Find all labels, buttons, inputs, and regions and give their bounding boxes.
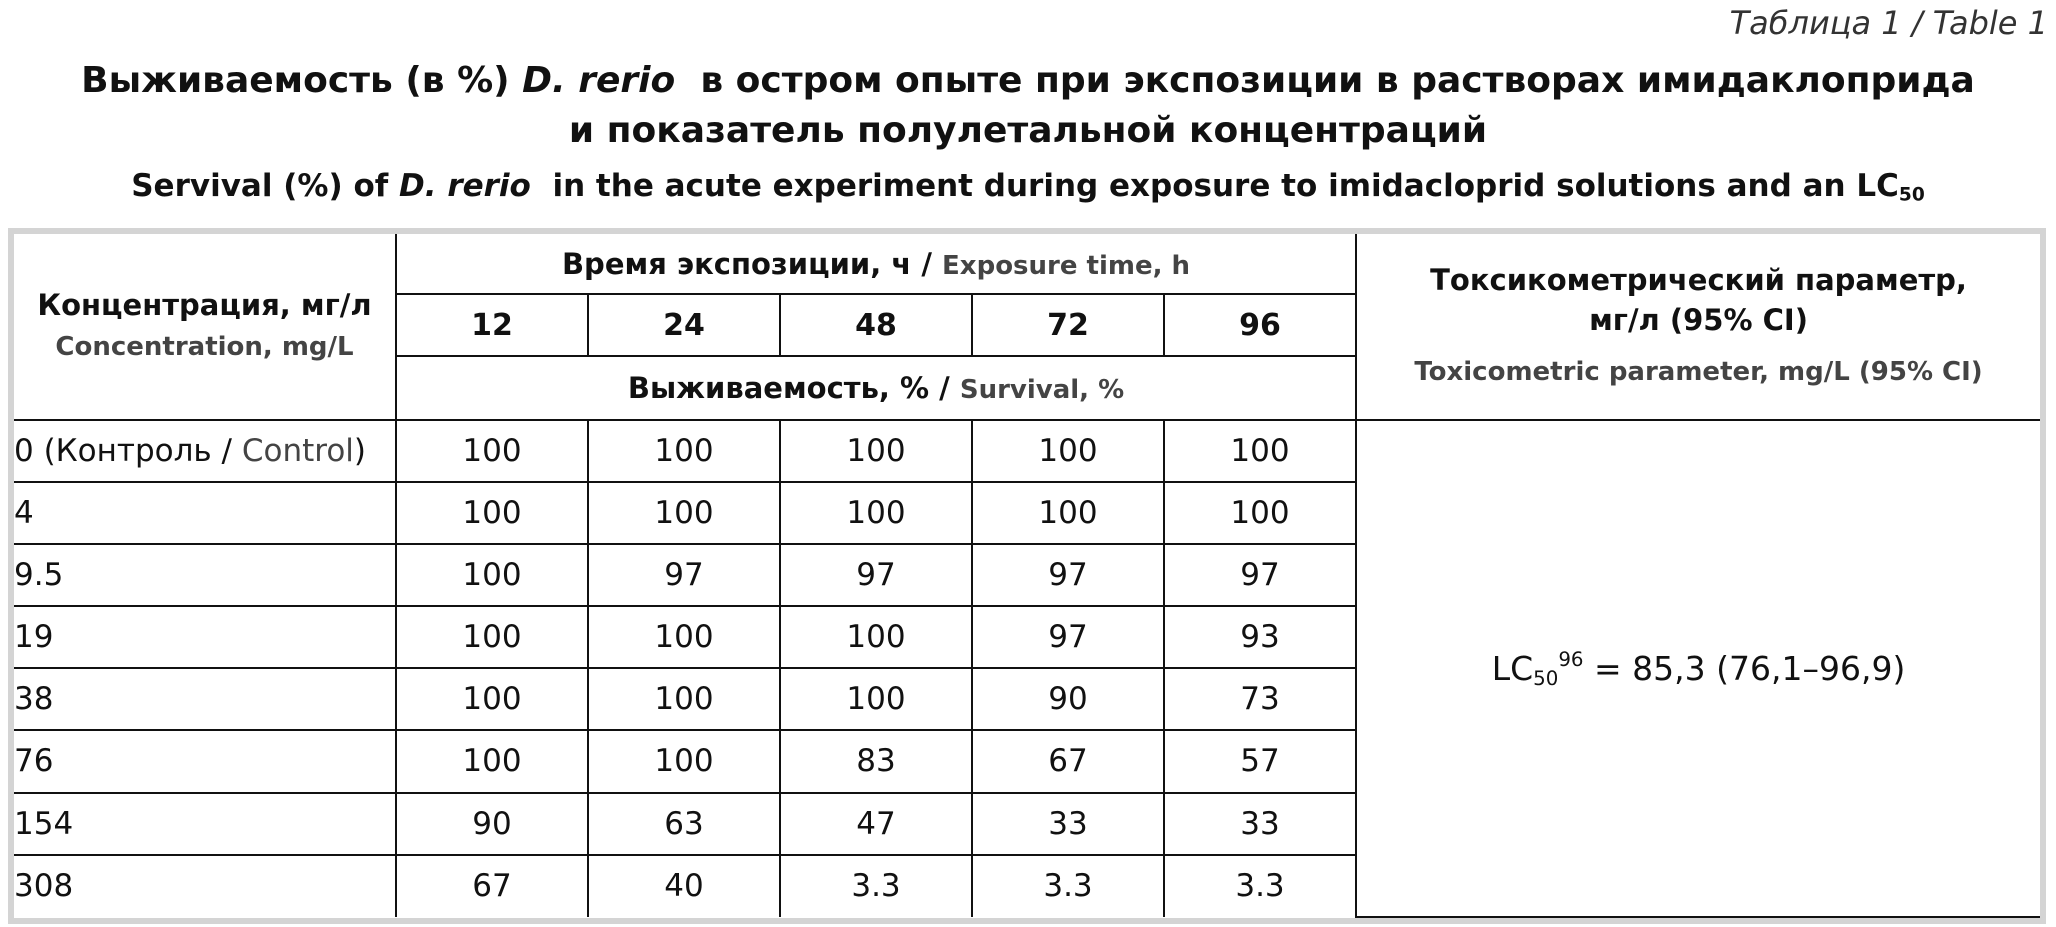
survival-cell: 3.3 <box>972 855 1164 917</box>
title-english <box>0 164 2056 208</box>
survival-cell: 100 <box>1164 420 1356 482</box>
lc50-subscript: 50 <box>1533 666 1559 690</box>
survival-cell: 97 <box>972 544 1164 606</box>
survival-cell: 90 <box>972 668 1164 730</box>
title-russian <box>0 56 2056 156</box>
survival-cell: 3.3 <box>1164 855 1356 917</box>
survival-cell: 100 <box>396 482 588 544</box>
title-russian-line2: и показатель полулетальной концентраций <box>568 110 1488 151</box>
toxicometric-header <box>1356 234 2040 420</box>
exposure-time-header <box>396 234 1356 294</box>
toxicometric-header-en: Toxicometric parameter, mg/L (95% CI) <box>1414 357 1983 388</box>
survival-cell: 100 <box>972 420 1164 482</box>
concentration-value-tail: ) <box>353 432 367 469</box>
survival-cell: 3.3 <box>780 855 972 917</box>
survival-cell: 33 <box>972 793 1164 855</box>
survival-cell: 100 <box>1164 482 1356 544</box>
survival-cell: 67 <box>972 730 1164 792</box>
table-row <box>14 420 2040 482</box>
survival-cell: 67 <box>396 855 588 917</box>
title-en-part-b: in the acute experiment during exposure to imidacloprid solutions and an LC <box>530 168 1899 204</box>
survival-cell: 40 <box>588 855 780 917</box>
toxicometric-header-ru-line2: мг/л (95% CI) <box>1589 303 1808 338</box>
survival-header-en: Survival, % <box>959 374 1125 405</box>
title-ru-species: D. rerio <box>522 60 676 101</box>
lc50-number: = 85,3 (76,1–96,9) <box>1583 648 1906 688</box>
survival-cell: 47 <box>780 793 972 855</box>
survival-table <box>14 234 2040 918</box>
survival-header-ru: Выживаемость, % / <box>627 370 960 405</box>
time-96-header: 96 <box>1164 294 1356 356</box>
title-en-part-a: Servival (%) of <box>131 168 400 204</box>
title-ru-part-b: в остром опыте при экспозиции в растворах имидаклоприда <box>675 60 1975 101</box>
concentration-header-en: Concentration, mg/L <box>55 332 354 363</box>
survival-cell: 73 <box>1164 668 1356 730</box>
title-en-subscript: 50 <box>1898 184 1925 206</box>
concentration-cell: 9.5 <box>14 544 396 606</box>
concentration-cell: 38 <box>14 668 396 730</box>
concentration-cell: 308 <box>14 855 396 917</box>
time-48-header: 48 <box>780 294 972 356</box>
lc50-cell <box>1356 420 2040 917</box>
lc50-value <box>1492 649 1906 688</box>
survival-cell: 90 <box>396 793 588 855</box>
survival-cell: 97 <box>1164 544 1356 606</box>
concentration-cell: 154 <box>14 793 396 855</box>
survival-cell: 100 <box>780 482 972 544</box>
time-12-header: 12 <box>396 294 588 356</box>
table-label: Таблица 1 / Table 1 <box>1729 4 2048 42</box>
survival-cell: 100 <box>972 482 1164 544</box>
lc50-prefix: LC <box>1491 648 1534 688</box>
table-frame <box>8 228 2046 924</box>
concentration-cell: 19 <box>14 606 396 668</box>
time-72-header: 72 <box>972 294 1164 356</box>
concentration-header-ru: Концентрация, мг/л <box>37 288 372 323</box>
concentration-value-en: Control <box>241 432 354 469</box>
toxicometric-header-ru-line1: Токсикометрический параметр, <box>1430 263 1967 298</box>
survival-cell: 100 <box>396 544 588 606</box>
survival-cell: 100 <box>396 606 588 668</box>
concentration-cell: 4 <box>14 482 396 544</box>
survival-cell: 100 <box>396 420 588 482</box>
survival-cell: 100 <box>588 606 780 668</box>
survival-cell: 97 <box>972 606 1164 668</box>
survival-cell: 100 <box>588 482 780 544</box>
survival-cell: 100 <box>588 668 780 730</box>
survival-cell: 93 <box>1164 606 1356 668</box>
survival-cell: 100 <box>588 420 780 482</box>
survival-cell: 100 <box>780 606 972 668</box>
survival-cell: 97 <box>780 544 972 606</box>
survival-cell: 100 <box>588 730 780 792</box>
exposure-time-header-en: Exposure time, h <box>942 250 1191 281</box>
survival-cell: 57 <box>1164 730 1356 792</box>
concentration-value: 0 (Контроль / <box>14 432 242 469</box>
title-russian-line1 <box>0 56 2056 106</box>
survival-cell: 83 <box>780 730 972 792</box>
title-ru-part-a: Выживаемость (в %) <box>81 60 523 101</box>
survival-cell: 33 <box>1164 793 1356 855</box>
concentration-cell <box>14 420 396 482</box>
concentration-cell: 76 <box>14 730 396 792</box>
lc50-superscript: 96 <box>1558 647 1584 671</box>
survival-cell: 100 <box>780 668 972 730</box>
concentration-header <box>14 234 396 420</box>
time-24-header: 24 <box>588 294 780 356</box>
survival-cell: 97 <box>588 544 780 606</box>
exposure-time-header-ru: Время экспозиции, ч / <box>561 246 943 281</box>
title-en-species: D. rerio <box>399 168 531 204</box>
survival-cell: 100 <box>396 668 588 730</box>
survival-cell: 100 <box>396 730 588 792</box>
survival-cell: 63 <box>588 793 780 855</box>
survival-header <box>396 356 1356 419</box>
survival-cell: 100 <box>780 420 972 482</box>
